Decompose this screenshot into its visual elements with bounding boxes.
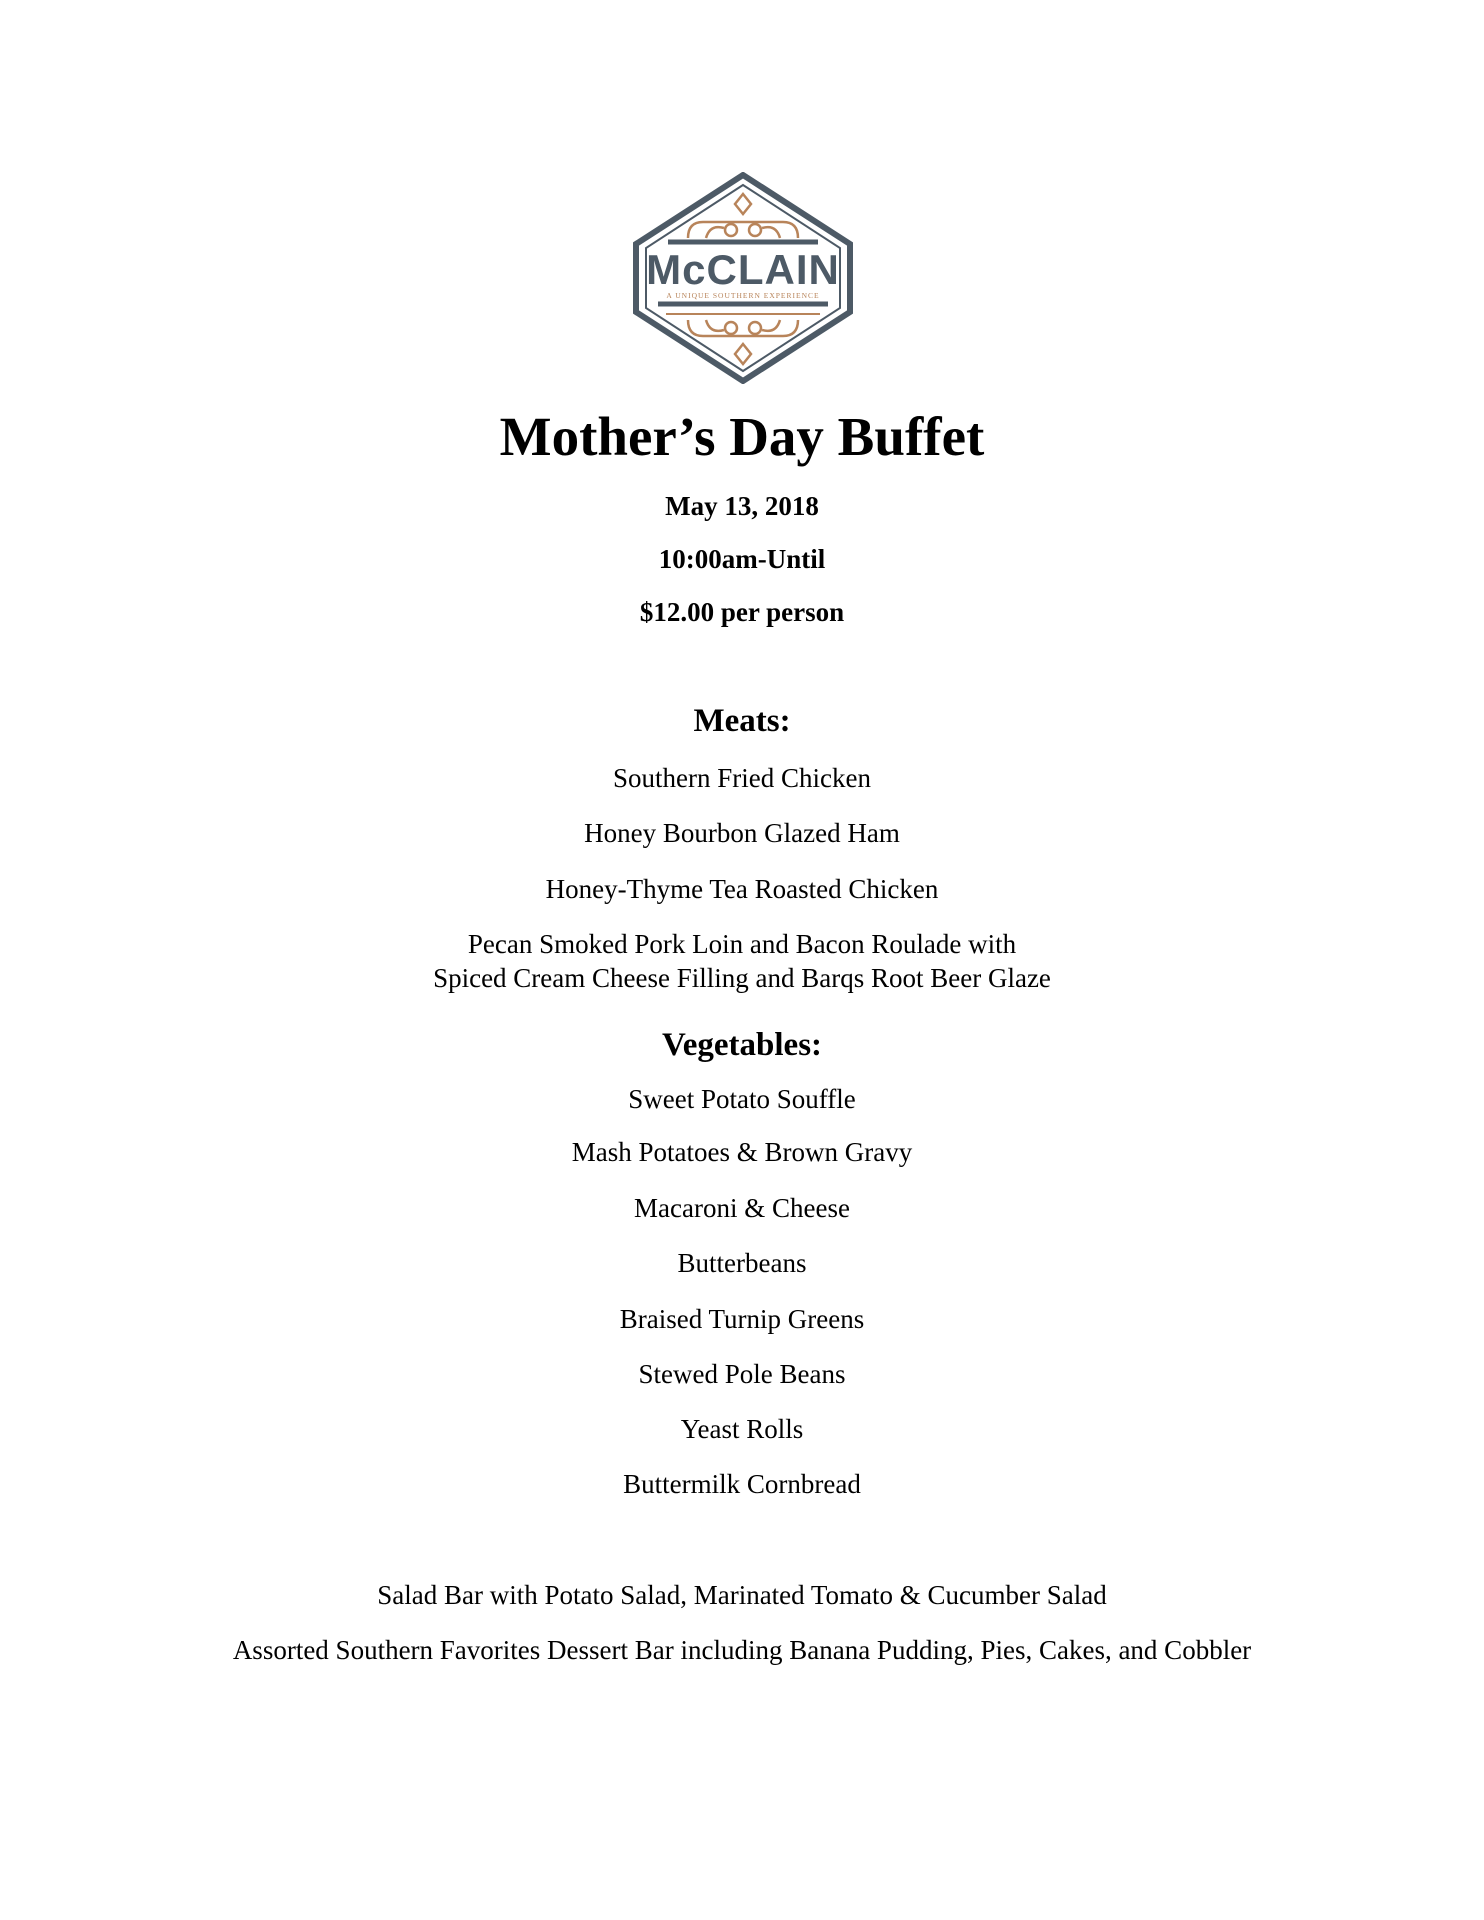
roulade-line-2: Spiced Cream Cheese Filling and Barqs Root Beer Glaze bbox=[433, 963, 1051, 993]
dessert-bar-text: Assorted Southern Favorites Dessert Bar including Banana Pudding, Pies, Cakes, and Cobbler bbox=[232, 1635, 1252, 1665]
event-price: $12.00 per person bbox=[639, 597, 845, 627]
meat-item-roulade bbox=[0, 927, 1484, 995]
vegetable-item: Macaroni & Cheese bbox=[634, 1193, 850, 1223]
vegetable-item: Butterbeans bbox=[677, 1248, 807, 1278]
roulade-line-1: Pecan Smoked Pork Loin and Bacon Roulade with bbox=[467, 929, 1017, 959]
vegetable-item: Yeast Rolls bbox=[680, 1414, 804, 1444]
vegetable-item: Mash Potatoes & Brown Gravy bbox=[571, 1137, 913, 1167]
salad-bar-text: Salad Bar with Potato Salad, Marinated Tomato & Cucumber Salad bbox=[377, 1580, 1107, 1610]
svg-text:McCLAIN: McCLAIN bbox=[646, 246, 840, 293]
vegetable-item: Braised Turnip Greens bbox=[619, 1304, 865, 1334]
vegetable-item: Sweet Potato Souffle bbox=[628, 1084, 856, 1114]
event-date: May 13, 2018 bbox=[665, 491, 819, 521]
vegetables-heading: Vegetables: bbox=[661, 1027, 823, 1063]
event-time: 10:00am-Until bbox=[658, 544, 826, 574]
meat-item: Southern Fried Chicken bbox=[613, 763, 871, 793]
meat-item: Honey-Thyme Tea Roasted Chicken bbox=[545, 874, 939, 904]
meat-item: Honey Bourbon Glazed Ham bbox=[584, 818, 900, 848]
svg-text:A UNIQUE SOUTHERN EXPERIENCE: A UNIQUE SOUTHERN EXPERIENCE bbox=[666, 291, 820, 300]
vegetable-item: Buttermilk Cornbread bbox=[623, 1469, 861, 1499]
meats-heading: Meats: bbox=[693, 703, 791, 739]
mcclain-logo bbox=[628, 172, 858, 384]
vegetable-item: Stewed Pole Beans bbox=[638, 1359, 846, 1389]
page-title: Mother’s Day Buffet bbox=[499, 406, 985, 467]
